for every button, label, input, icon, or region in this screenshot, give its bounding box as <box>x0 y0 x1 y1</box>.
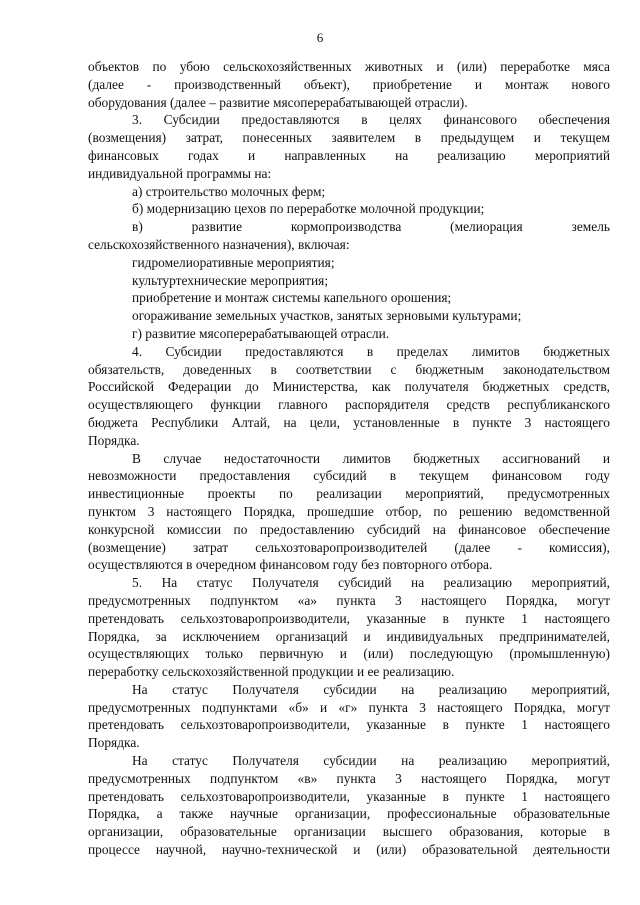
text-line: (возмещения) затрат, понесенных заявителем в предыдущем и текущем <box>88 130 610 146</box>
text-line: организации, образовательные организации высшего образования, которые в <box>88 824 610 840</box>
text-line: Порядка. <box>88 735 140 751</box>
document-body <box>88 58 610 859</box>
text-line: сельскохозяйственного назначения), включая: <box>88 236 350 252</box>
text-line: осуществляются в очередном финансовом году без повторного отбора. <box>88 557 493 573</box>
text-line: 5. На статус Получателя субсидий на реализацию мероприятий, <box>132 575 610 591</box>
text-line: Порядка, а также научные организации, профессиональные образовательные <box>88 806 610 822</box>
text-line: переработку сельскохозяйственной продукции и ее реализацию. <box>88 664 455 680</box>
text-line: огораживание земельных участков, занятых зерновыми культурами; <box>132 308 522 324</box>
text-line: На статус Получателя субсидии на реализацию мероприятий, <box>132 681 610 697</box>
text-line: предусмотренных подпунктами «б» и «г» пункта 3 настоящего Порядка, могут <box>88 699 610 715</box>
text-line: объектов по убою сельскохозяйственных животных и (или) переработке мяса <box>88 59 610 74</box>
text-line: предусмотренных подпунктом «в» пункта 3 настоящего Порядка, могут <box>88 770 610 786</box>
text-line: претендовать сельхозтоваропроизводители, указанные в пункте 1 настоящего <box>88 717 610 733</box>
text-line: финансовых годах и направленных на реализацию мероприятий <box>88 147 610 163</box>
text-line: процессе научной, научно-технической и (или) образовательной деятельности <box>88 842 610 858</box>
text-line: Порядка. <box>88 432 140 448</box>
text-line: Российской Федерации до Министерства, как получателя бюджетных средств, <box>88 379 610 395</box>
text-line: инвестиционные проекты по реализации мероприятий, предусмотренных <box>88 486 610 502</box>
text-line: культуртехнические мероприятия; <box>132 272 329 288</box>
text-line: 3. Субсидии предоставляются в целях финансового обеспечения <box>132 112 610 128</box>
text-line: б) модернизацию цехов по переработке молочной продукции; <box>132 201 485 217</box>
text-line: осуществляющих только первичную и (или) последующую (промышленную) <box>88 646 610 662</box>
text-line: г) развитие мясоперерабатывающей отрасли. <box>132 325 390 341</box>
text-line: (далее - производственный объект), приобретение и монтаж нового <box>88 76 610 92</box>
text-line: предусмотренных подпунктом «а» пункта 3 настоящего Порядка, могут <box>88 592 610 608</box>
text-line: оборудования (далее – развитие мясоперерабатывающей отрасли). <box>88 94 468 110</box>
text-line: (возмещение) затрат сельхозтоваропроизводителей (далее - комиссия), <box>88 539 610 555</box>
text-line: приобретение и монтаж системы капельного орошения; <box>132 290 452 306</box>
text-line: индивидуальной программы на: <box>88 165 272 181</box>
text-line: гидромелиоративные мероприятия; <box>132 254 335 270</box>
text-line: бюджета Республики Алтай, на цели, установленные в пункте 3 настоящего <box>88 414 610 430</box>
text-line: осуществляющего функции главного распорядителя средств республиканского <box>88 397 610 413</box>
text-line: обязательств, доведенных в соответствии с бюджетным законодательством <box>88 361 610 377</box>
text-line: В случае недостаточности лимитов бюджетных ассигнований и <box>132 450 610 466</box>
text-line: а) строительство молочных ферм; <box>132 183 326 199</box>
text-line: пунктом 3 настоящего Порядка, прошедшие отбор, по решению ведомственной <box>88 503 610 519</box>
text-line: Порядка, за исключением организаций и индивидуальных предпринимателей, <box>88 628 610 644</box>
text-line: претендовать сельхозтоваропроизводители, указанные в пункте 1 настоящего <box>88 788 610 804</box>
text-line: На статус Получателя субсидии на реализацию мероприятий, <box>132 753 610 769</box>
page-number: 6 <box>316 30 324 45</box>
text-line: конкурсной комиссии по предоставлению субсидий на финансовое обеспечение <box>88 521 610 537</box>
text-line: 4. Субсидии предоставляются в пределах лимитов бюджетных <box>132 343 610 359</box>
text-line: в) развитие кормопроизводства (мелиорация земель <box>132 219 610 235</box>
text-line: претендовать сельхозтоваропроизводители, указанные в пункте 1 настоящего <box>88 610 610 626</box>
text-line: невозможности предоставления субсидий в текущем финансовом году <box>88 468 610 484</box>
